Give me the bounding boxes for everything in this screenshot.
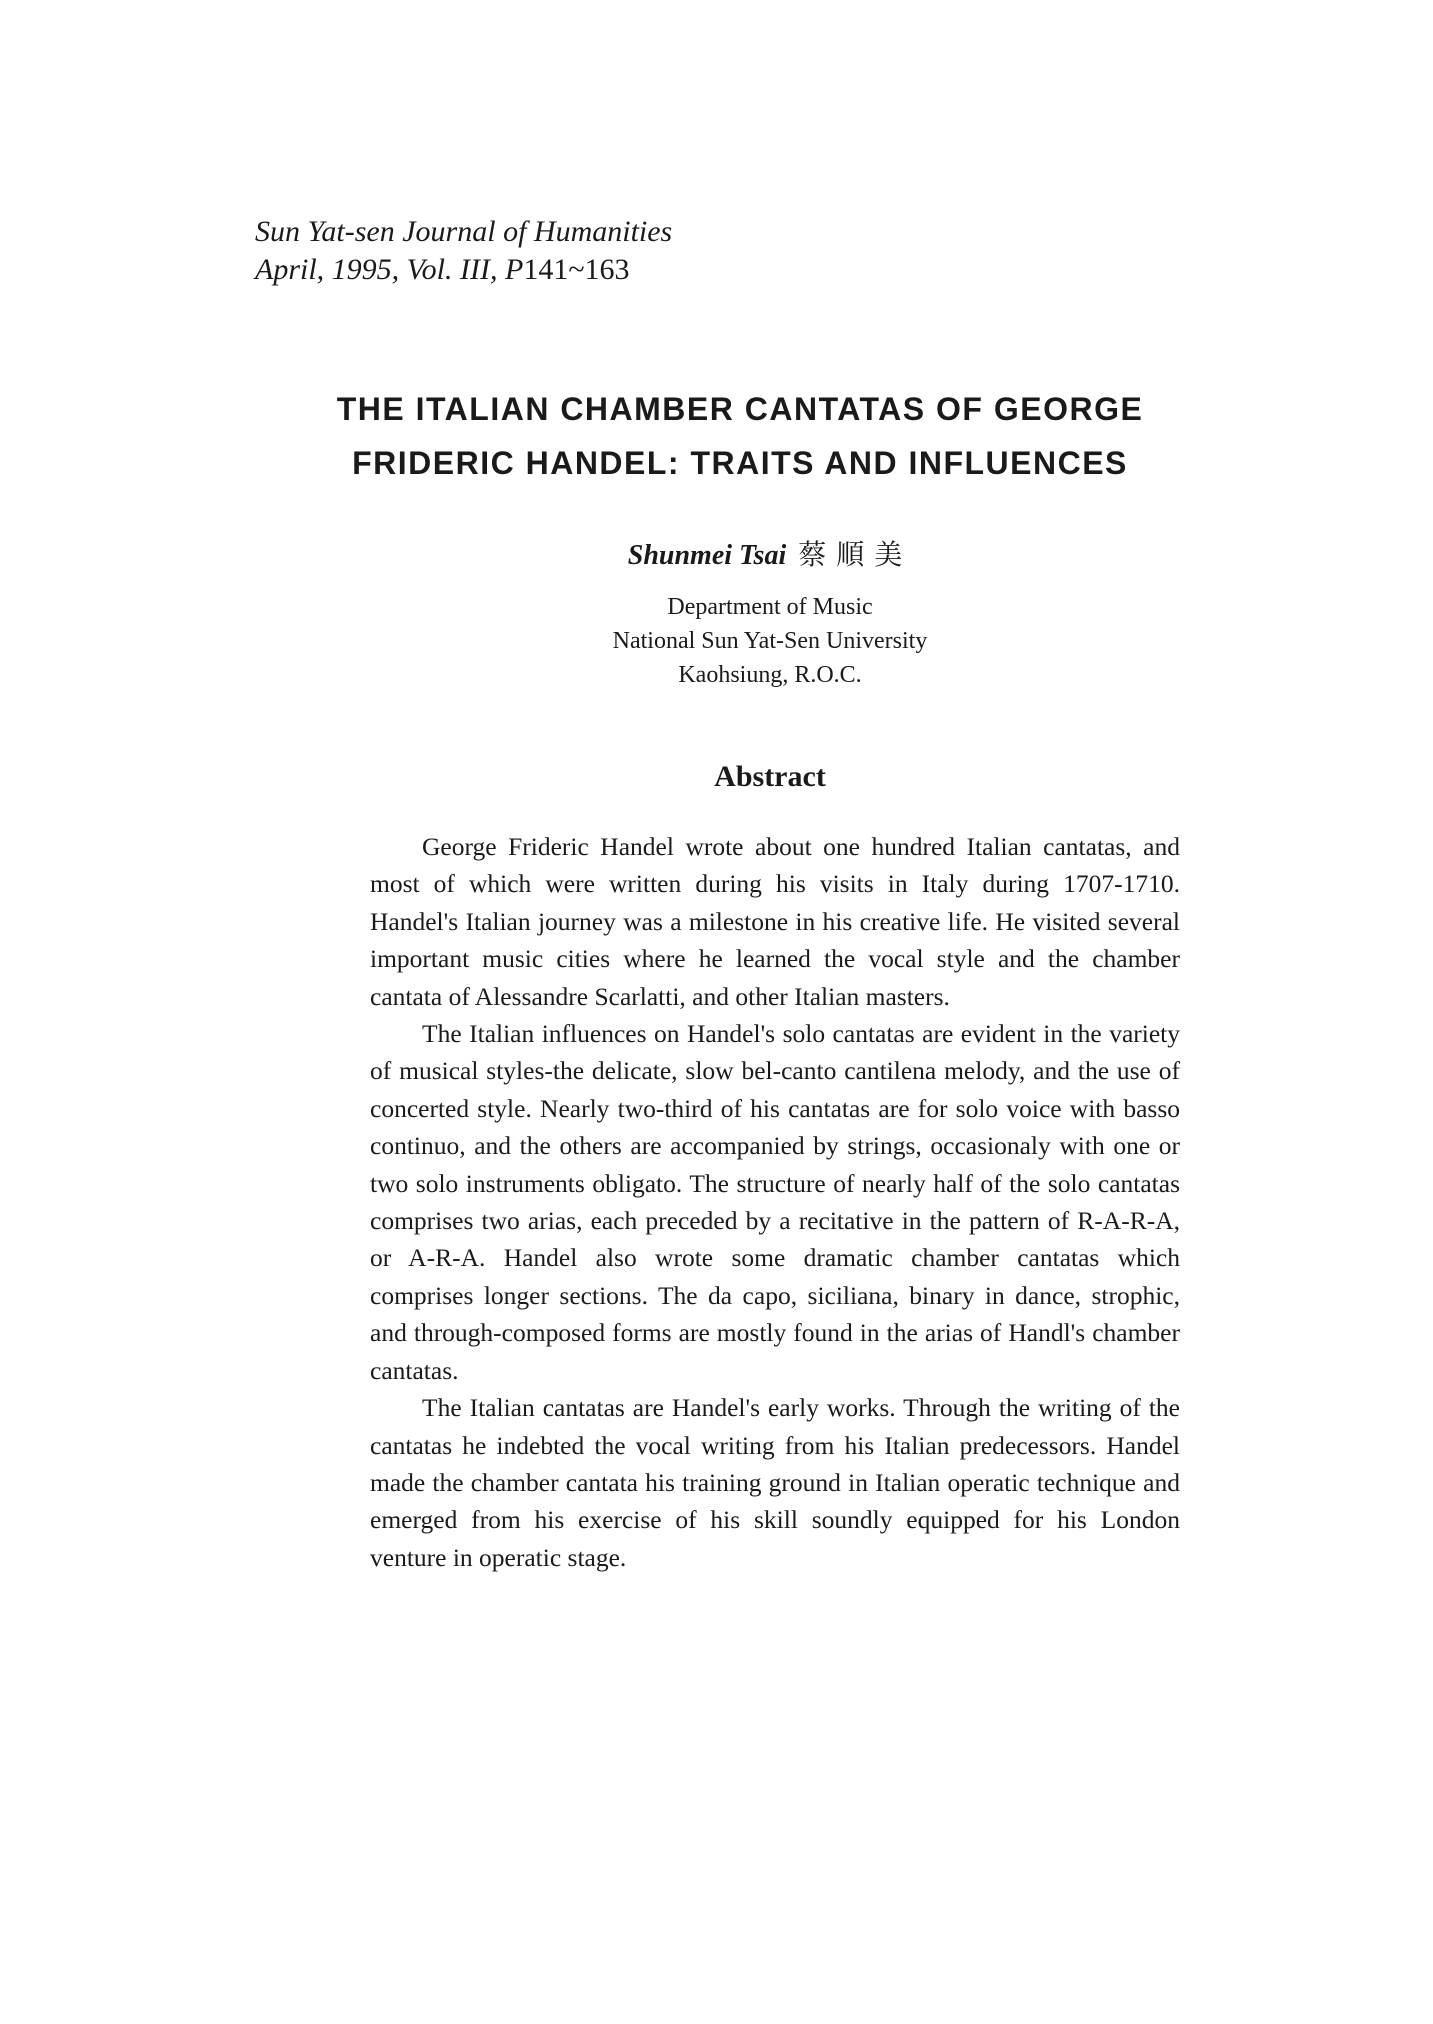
- abstract-paragraph-2: The Italian influences on Handel's solo cantatas are evident in the variety of musical styles-the delicate, slow bel-canto cantilena melody, and the use of concerted style. Nearly two-third of his cantatas are for solo voice with basso continuo, and the others are accompanied by strings, occasionaly with one or two solo instruments obligato. The structure of nearly half of the solo cantatas comprises two arias, each preceded by a recitative in the pattern of R-A-R-A, or A-R-A. Handel also wrote some dramatic chamber cantatas which comprises longer sections. The da capo, siciliana, binary in dance, strophic, and through-composed forms are mostly found in the arias of Handl's chamber cantatas.: [370, 1019, 1180, 1385]
- journal-pages: 141~163: [523, 253, 630, 286]
- title-line-2: FRIDERIC HANDEL: TRAITS AND INFLUENCES: [352, 445, 1128, 481]
- journal-citation: [255, 213, 672, 289]
- paper-title: [250, 382, 1230, 490]
- journal-name: Sun Yat-sen Journal of Humanities: [255, 215, 673, 248]
- author-name-zh: 蔡順美: [798, 538, 913, 571]
- title-line-1: THE ITALIAN CHAMBER CANTATAS OF GEORGE: [336, 391, 1144, 427]
- journal-page-prefix: P: [504, 253, 524, 286]
- abstract-body: [370, 828, 1180, 1576]
- author-location: Kaohsiung, R.O.C.: [678, 662, 862, 688]
- journal-issue: April, 1995, Vol. III,: [255, 253, 498, 286]
- abstract-paragraph-3: The Italian cantatas are Handel's early works. Through the writing of the cantatas he indebted the vocal writing from his Italian predecessors. Handel made the chamber cantata his training ground in Italian operatic technique and emerged from his exercise of his skill soundly equipped for his London venture in operatic stage.: [370, 1393, 1180, 1572]
- author-university: National Sun Yat-Sen University: [612, 628, 928, 654]
- abstract-heading: Abstract: [714, 760, 826, 793]
- author-line: [430, 535, 1110, 576]
- author-name-en: Shunmei Tsai: [627, 540, 787, 571]
- abstract-paragraph-1: George Frideric Handel wrote about one hundred Italian cantatas, and most of which were written during his visits in Italy during 1707-1710. Handel's Italian journey was a milestone in his creative life. He visited several important music cities where he learned the vocal style and the chamber cantata of Alessandre Scarlatti, and other Italian masters.: [370, 832, 1180, 1011]
- author-block: [430, 535, 1110, 692]
- journal-issue-line: [255, 251, 672, 289]
- author-department: Department of Music: [667, 594, 873, 620]
